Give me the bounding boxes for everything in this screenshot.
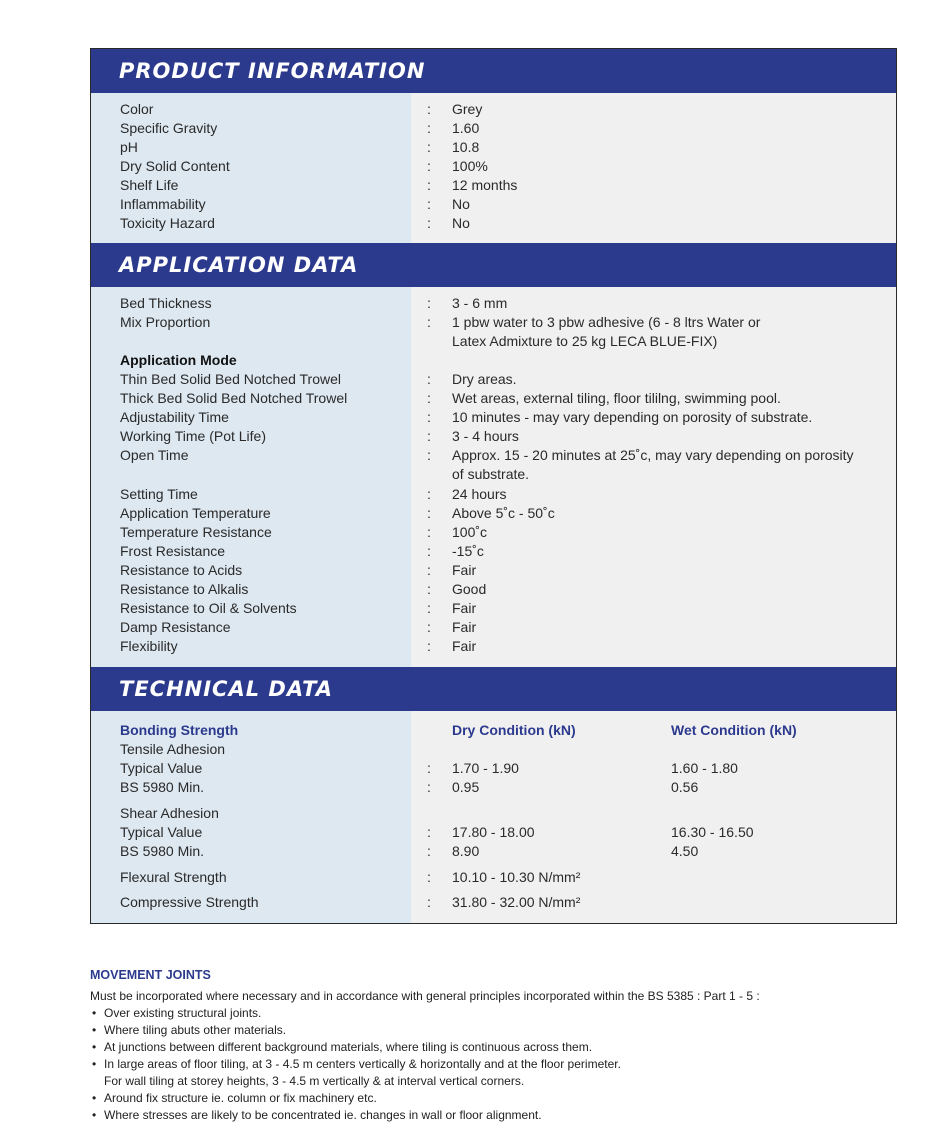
row-colon: : xyxy=(427,524,431,540)
list-item-text: In large areas of floor tiling, at 3 - 4.5 m centers vertically & horizontally and at the floor perimeter. xyxy=(104,1057,621,1071)
wet-condition-heading: Wet Condition (kN) xyxy=(671,722,797,738)
row-label: Compressive Strength xyxy=(120,894,259,910)
row-label: Application Temperature xyxy=(120,505,271,521)
row-colon: : xyxy=(427,295,431,311)
info-row xyxy=(91,618,896,637)
row-label: Temperature Resistance xyxy=(120,524,272,540)
list-item-text: Around fix structure ie. column or fix machinery etc. xyxy=(104,1091,377,1105)
info-row xyxy=(91,408,896,427)
row-colon: : xyxy=(427,619,431,635)
list-item xyxy=(90,1005,910,1022)
tech-row xyxy=(91,893,896,912)
row-label: Flexibility xyxy=(120,638,178,654)
info-row xyxy=(91,523,896,542)
row-label: Bed Thickness xyxy=(120,295,212,311)
row-value: Fair xyxy=(452,600,477,616)
row-label: pH xyxy=(120,139,138,155)
movement-joints-intro: Must be incorporated where necessary and in accordance with general principles incorporated within the BS 5385 : Part 1 - 5 : xyxy=(90,989,760,1003)
row-value: Latex Admixture to 25 kg LECA BLUE-FIX) xyxy=(452,333,718,349)
movement-joints-list xyxy=(90,1005,910,1124)
info-row xyxy=(91,138,896,157)
row-colon: : xyxy=(427,314,431,330)
row-label: Resistance to Acids xyxy=(120,562,243,578)
dry-value: 0.95 xyxy=(452,779,480,795)
info-row xyxy=(91,542,896,561)
row-label: Shelf Life xyxy=(120,177,179,193)
movement-joints-section xyxy=(90,967,910,1124)
info-row xyxy=(91,446,896,465)
row-colon: : xyxy=(427,390,431,406)
row-label: Color xyxy=(120,101,154,117)
shear-adhesion-heading xyxy=(91,804,896,823)
row-label: Shear Adhesion xyxy=(120,805,219,821)
row-label: Typical Value xyxy=(120,760,203,776)
row-colon: : xyxy=(427,447,431,463)
list-item-text: At junctions between different background materials, where tiling is continuous across them. xyxy=(104,1040,593,1054)
row-label: Open Time xyxy=(120,447,189,463)
row-colon: : xyxy=(427,600,431,616)
row-label: Tensile Adhesion xyxy=(120,741,226,757)
list-item xyxy=(90,1022,910,1039)
row-value: Fair xyxy=(452,619,477,635)
bullet: • xyxy=(92,1091,97,1105)
row-colon: : xyxy=(427,371,431,387)
row-colon: : xyxy=(427,409,431,425)
application-data-header xyxy=(91,243,896,287)
info-row xyxy=(91,313,896,332)
row-label: Flexural Strength xyxy=(120,869,227,885)
row-value: No xyxy=(452,196,470,212)
bullet: • xyxy=(92,1040,97,1054)
row-value: Fair xyxy=(452,638,477,654)
row-value: Above 5˚c - 50˚c xyxy=(452,505,555,521)
row-colon: : xyxy=(427,843,431,859)
row-value: -15˚c xyxy=(452,543,484,559)
tech-row xyxy=(91,778,896,797)
info-row xyxy=(91,599,896,618)
row-colon: : xyxy=(427,505,431,521)
row-value: 100˚c xyxy=(452,524,488,540)
data-sheet-panel xyxy=(90,48,897,924)
row-label: Specific Gravity xyxy=(120,120,218,136)
movement-joints-title: MOVEMENT JOINTS xyxy=(90,968,211,982)
row-colon: : xyxy=(427,215,431,231)
list-item-continuation: For wall tiling at storey heights, 3 - 4.5 m vertically & at interval vertical corners. xyxy=(104,1074,525,1088)
list-item xyxy=(90,1039,910,1056)
tech-row xyxy=(91,759,896,778)
info-row xyxy=(91,485,896,504)
info-row xyxy=(91,580,896,599)
row-colon: : xyxy=(427,177,431,193)
row-label: Resistance to Oil & Solvents xyxy=(120,600,297,616)
row-colon: : xyxy=(427,486,431,502)
row-colon: : xyxy=(427,158,431,174)
row-colon: : xyxy=(427,139,431,155)
tech-row xyxy=(91,842,896,861)
info-row xyxy=(91,294,896,313)
technical-column-headers xyxy=(91,721,896,740)
row-label: Inflammability xyxy=(120,196,206,212)
row-value: Dry areas. xyxy=(452,371,517,387)
info-row xyxy=(91,119,896,138)
row-label: Typical Value xyxy=(120,824,203,840)
info-row xyxy=(91,176,896,195)
row-label: BS 5980 Min. xyxy=(120,843,205,859)
dry-value: 8.90 xyxy=(452,843,480,859)
subheading: Application Mode xyxy=(120,352,237,368)
row-colon: : xyxy=(427,894,431,910)
section-title: APPLICATION DATA xyxy=(119,253,359,277)
row-label: Damp Resistance xyxy=(120,619,231,635)
row-colon: : xyxy=(427,638,431,654)
row-colon: : xyxy=(427,428,431,444)
row-label: Mix Proportion xyxy=(120,314,211,330)
info-row xyxy=(91,389,896,408)
row-colon: : xyxy=(427,562,431,578)
row-label: Thin Bed Solid Bed Notched Trowel xyxy=(120,371,342,387)
row-label: Resistance to Alkalis xyxy=(120,581,249,597)
row-value: Good xyxy=(452,581,487,597)
info-row xyxy=(91,214,896,233)
row-colon: : xyxy=(427,543,431,559)
list-item-text: Where tiling abuts other materials. xyxy=(104,1023,287,1037)
dry-value: 10.10 - 10.30 N/mm² xyxy=(452,869,581,885)
row-value: 3 - 4 hours xyxy=(452,428,519,444)
row-value: 10.8 xyxy=(452,139,480,155)
info-row xyxy=(91,637,896,656)
row-value: Fair xyxy=(452,562,477,578)
row-value: of substrate. xyxy=(452,466,530,482)
row-value: 24 hours xyxy=(452,486,507,502)
list-item xyxy=(90,1056,910,1090)
bullet: • xyxy=(92,1006,97,1020)
list-item xyxy=(90,1090,910,1107)
info-row xyxy=(91,195,896,214)
row-label: Thick Bed Solid Bed Notched Trowel xyxy=(120,390,348,406)
info-row xyxy=(91,561,896,580)
tensile-adhesion-heading xyxy=(91,740,896,759)
row-label: Working Time (Pot Life) xyxy=(120,428,267,444)
row-label: BS 5980 Min. xyxy=(120,779,205,795)
info-row-continuation xyxy=(91,332,896,351)
row-colon: : xyxy=(427,869,431,885)
row-label: Adjustability Time xyxy=(120,409,229,425)
row-colon: : xyxy=(427,581,431,597)
row-value: 1.60 xyxy=(452,120,480,136)
row-colon: : xyxy=(427,120,431,136)
wet-value: 0.56 xyxy=(671,779,699,795)
info-row xyxy=(91,504,896,523)
bullet: • xyxy=(92,1057,97,1071)
tech-row xyxy=(91,823,896,842)
row-colon: : xyxy=(427,101,431,117)
row-label: Setting Time xyxy=(120,486,198,502)
row-value: Grey xyxy=(452,101,483,117)
tech-row xyxy=(91,868,896,887)
row-label: Dry Solid Content xyxy=(120,158,230,174)
info-row xyxy=(91,427,896,446)
row-value: 10 minutes - may vary depending on porosity of substrate. xyxy=(452,409,813,425)
application-mode-heading xyxy=(91,351,896,370)
row-colon: : xyxy=(427,760,431,776)
list-item-text: Over existing structural joints. xyxy=(104,1006,262,1020)
row-value: 3 - 6 mm xyxy=(452,295,508,311)
row-value: 1 pbw water to 3 pbw adhesive (6 - 8 ltrs Water or xyxy=(452,314,761,330)
bonding-strength-heading: Bonding Strength xyxy=(120,722,239,738)
row-label: Toxicity Hazard xyxy=(120,215,215,231)
info-row xyxy=(91,370,896,389)
row-label: Frost Resistance xyxy=(120,543,226,559)
row-value: 100% xyxy=(452,158,488,174)
dry-value: 1.70 - 1.90 xyxy=(452,760,519,776)
wet-value: 16.30 - 16.50 xyxy=(671,824,754,840)
dry-value: 31.80 - 32.00 N/mm² xyxy=(452,894,581,910)
wet-value: 4.50 xyxy=(671,843,699,859)
list-item xyxy=(90,1107,910,1124)
row-colon: : xyxy=(427,824,431,840)
dry-condition-heading: Dry Condition (kN) xyxy=(452,722,576,738)
row-value: 12 months xyxy=(452,177,518,193)
bullet: • xyxy=(92,1023,97,1037)
info-row xyxy=(91,157,896,176)
section-title: PRODUCT INFORMATION xyxy=(119,59,426,83)
info-row-continuation xyxy=(91,465,896,484)
dry-value: 17.80 - 18.00 xyxy=(452,824,535,840)
section-title: TECHNICAL DATA xyxy=(119,677,334,701)
row-colon: : xyxy=(427,779,431,795)
technical-data-header xyxy=(91,667,896,711)
wet-value: 1.60 - 1.80 xyxy=(671,760,738,776)
product-information-header xyxy=(91,49,896,93)
list-item-text: Where stresses are likely to be concentrated ie. changes in wall or floor alignment. xyxy=(104,1108,542,1122)
bullet: • xyxy=(92,1108,97,1122)
info-row xyxy=(91,100,896,119)
row-value: Wet areas, external tiling, floor tililng, swimming pool. xyxy=(452,390,781,406)
row-value: Approx. 15 - 20 minutes at 25˚c, may vary depending on porosity xyxy=(452,447,854,463)
row-value: No xyxy=(452,215,470,231)
row-colon: : xyxy=(427,196,431,212)
